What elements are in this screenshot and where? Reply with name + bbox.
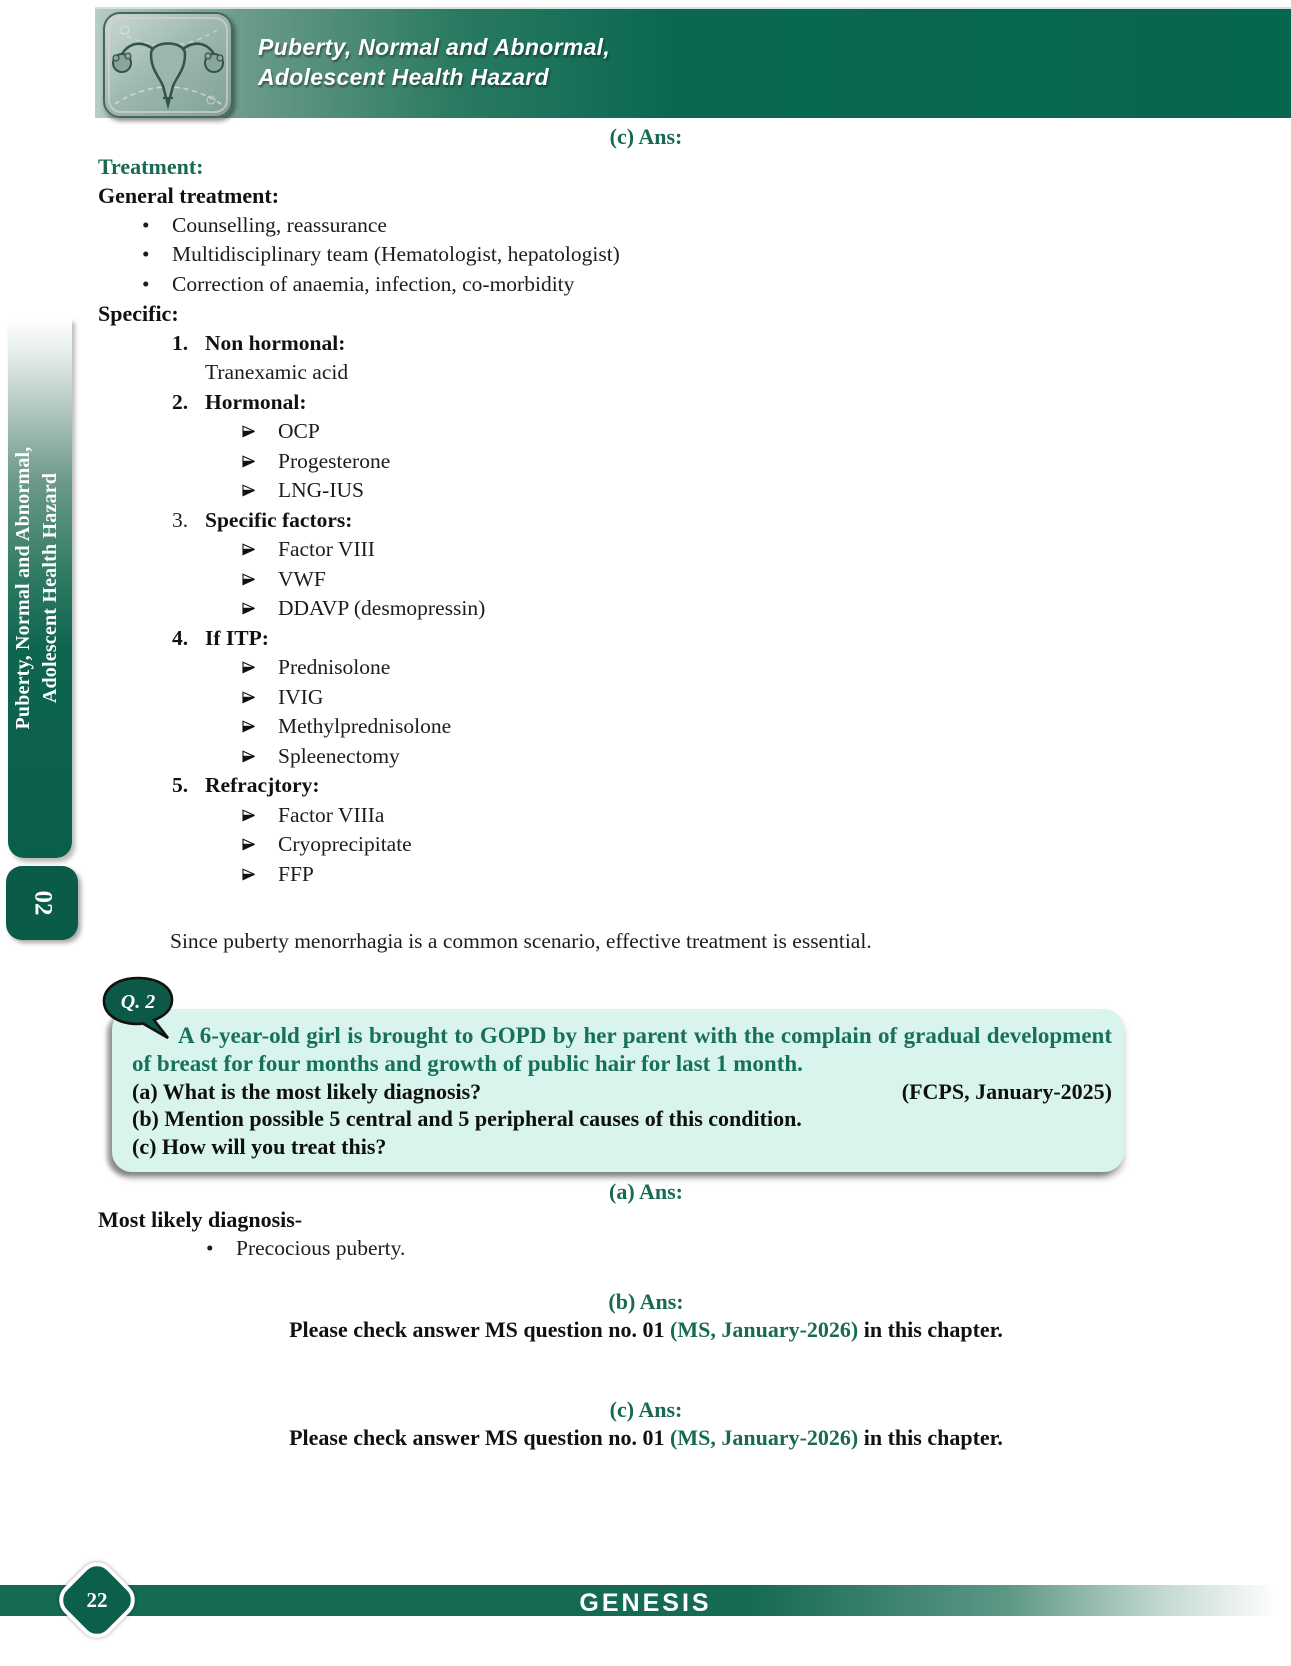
sub-item [98, 742, 1194, 772]
ans-c-reference-line [98, 1424, 1194, 1452]
sub-item [98, 860, 1194, 890]
sub-item [98, 447, 1194, 477]
question-part-a [132, 1078, 1112, 1106]
sub-item [98, 653, 1194, 683]
ans-a-heading: (a) Ans: [609, 1179, 683, 1204]
list-item-text: Correction of anaemia, infection, co-morbidity [172, 271, 575, 296]
specific-heading: Specific: [98, 301, 179, 326]
item-number: 1. [172, 330, 189, 355]
sub-item-text: VWF [278, 566, 326, 591]
ans-c-top-heading: (c) Ans: [609, 124, 683, 149]
ans-b-exam-reference: (MS, January-2026) [670, 1317, 859, 1342]
ans-b-heading: (b) Ans: [608, 1289, 684, 1314]
arrow-bullet-icon [242, 809, 278, 822]
sub-item-text: Cryoprecipitate [278, 832, 412, 856]
sub-item-text: Spleenectomy [278, 743, 400, 768]
chapter-header-banner [95, 7, 1291, 118]
item-label: Hormonal: [205, 389, 307, 414]
brand-logo: GENESIS [579, 1589, 712, 1617]
item-note: Tranexamic acid [205, 360, 349, 384]
item-label: Specific factors: [205, 507, 353, 532]
item-label: If ITP: [205, 625, 269, 650]
sub-item-text: FFP [278, 861, 314, 886]
sub-item [98, 712, 1194, 742]
sub-item [98, 565, 1194, 595]
question-number-bubble [100, 975, 178, 1043]
uterus-illustration-icon [103, 12, 233, 118]
item-number: 2. [172, 389, 189, 414]
treatment-heading: Treatment: [98, 153, 204, 179]
question-part-b [132, 1105, 1112, 1133]
chapter-side-tab [8, 318, 72, 858]
chapter-title [258, 32, 610, 92]
numbered-item [98, 624, 1194, 654]
chapter-number: 02 [29, 890, 56, 916]
chapter-logo [103, 12, 233, 118]
sub-item [98, 683, 1194, 713]
sub-item-text: LNG-IUS [278, 478, 364, 502]
arrow-bullet-icon [242, 543, 278, 556]
ans-b-text-post: in this chapter. [858, 1317, 1003, 1342]
numbered-item [98, 506, 1194, 536]
item-number: 4. [172, 625, 189, 650]
arrow-bullet-icon [242, 720, 278, 733]
sub-item [98, 801, 1194, 831]
side-tab-text [10, 327, 70, 849]
list-item [98, 270, 1194, 300]
item-number: 3. [172, 507, 189, 532]
arrow-bullet-icon [242, 484, 278, 497]
sub-item-text: OCP [278, 419, 320, 443]
ans-c-heading: (c) Ans: [609, 1397, 683, 1422]
arrow-bullet-icon [242, 425, 278, 438]
bullet-icon: • [206, 1236, 214, 1260]
ans-b-reference-line [98, 1316, 1194, 1344]
ans-c-text-post: in this chapter. [858, 1425, 1003, 1450]
arrow-bullet-icon [242, 750, 278, 763]
chapter-title-line1: Puberty, Normal and Abnormal, [258, 34, 611, 60]
ans-c-exam-reference: (MS, January-2026) [670, 1425, 859, 1450]
side-tab-line2: Adolescent Health Hazard [39, 472, 61, 704]
bullet-icon: • [142, 242, 150, 266]
list-item-text: Multidisciplinary team (Hematologist, hepatologist) [172, 242, 620, 266]
sub-item-text: DDAVP (desmopressin) [278, 596, 486, 620]
numbered-item [98, 388, 1194, 418]
list-item [98, 240, 1194, 270]
diagnosis-text: Precocious puberty. [236, 1236, 406, 1260]
question-body: A 6-year-old girl is brought to GOPD by her parent with the complain of gradual development of breast for four months and growth of public hair for last 1 month. [132, 1022, 1112, 1076]
sub-item-text: Factor VIIIa [278, 802, 385, 827]
arrow-bullet-icon [242, 868, 278, 881]
ans-b-text-pre: Please check answer MS question no. 01 [289, 1317, 671, 1342]
list-item [98, 1234, 1194, 1262]
sub-item [98, 594, 1194, 624]
bullet-icon: • [142, 212, 150, 237]
page-number: 22 [86, 1587, 108, 1612]
item-label: Refracjtory: [205, 773, 320, 797]
arrow-bullet-icon [242, 602, 278, 615]
list-item [98, 211, 1194, 241]
item-number: 5. [172, 773, 189, 797]
sub-item-text: Methylprednisolone [278, 714, 452, 738]
sub-item-text: IVIG [278, 684, 324, 709]
chapter-title-line2: Adolescent Health Hazard [258, 64, 549, 90]
question-part-b-text: (b) Mention possible 5 central and 5 peripheral causes of this condition. [132, 1106, 802, 1131]
page-content [98, 122, 1194, 1452]
sub-item-text: Prednisolone [278, 655, 391, 679]
ans-c-text-pre: Please check answer MS question no. 01 [289, 1425, 671, 1450]
arrow-bullet-icon [242, 455, 278, 468]
closing-note: Since puberty menorrhagia is a common scenario, effective treatment is essential. [170, 929, 872, 953]
bullet-icon: • [142, 271, 150, 296]
item-label: Non hormonal: [205, 330, 346, 355]
numbered-item [98, 329, 1194, 359]
sub-item [98, 830, 1194, 860]
chapter-number-badge [6, 866, 78, 940]
general-treatment-heading: General treatment: [98, 183, 280, 208]
side-tab-line1: Puberty, Normal and Abnormal, [12, 446, 34, 730]
diagnosis-label: Most likely diagnosis- [98, 1207, 303, 1232]
arrow-bullet-icon [242, 573, 278, 586]
numbered-item [98, 771, 1194, 801]
list-item-text: Counselling, reassurance [172, 212, 387, 237]
arrow-bullet-icon [242, 838, 278, 851]
sub-item [98, 417, 1194, 447]
question-box [112, 990, 1124, 1173]
sub-item-text: Factor VIII [278, 537, 375, 561]
arrow-bullet-icon [242, 691, 278, 704]
sub-item [98, 476, 1194, 506]
question-part-c [132, 1133, 1112, 1161]
question-part-a-text: (a) What is the most likely diagnosis? [132, 1078, 482, 1104]
question-exam-reference: (FCPS, January-2025) [901, 1078, 1112, 1104]
sub-item-text: Progesterone [278, 448, 391, 473]
sub-item [98, 535, 1194, 565]
question-part-c-text: (c) How will you treat this? [132, 1133, 387, 1159]
arrow-bullet-icon [242, 661, 278, 674]
question-number-label: Q. 2 [120, 990, 156, 1013]
